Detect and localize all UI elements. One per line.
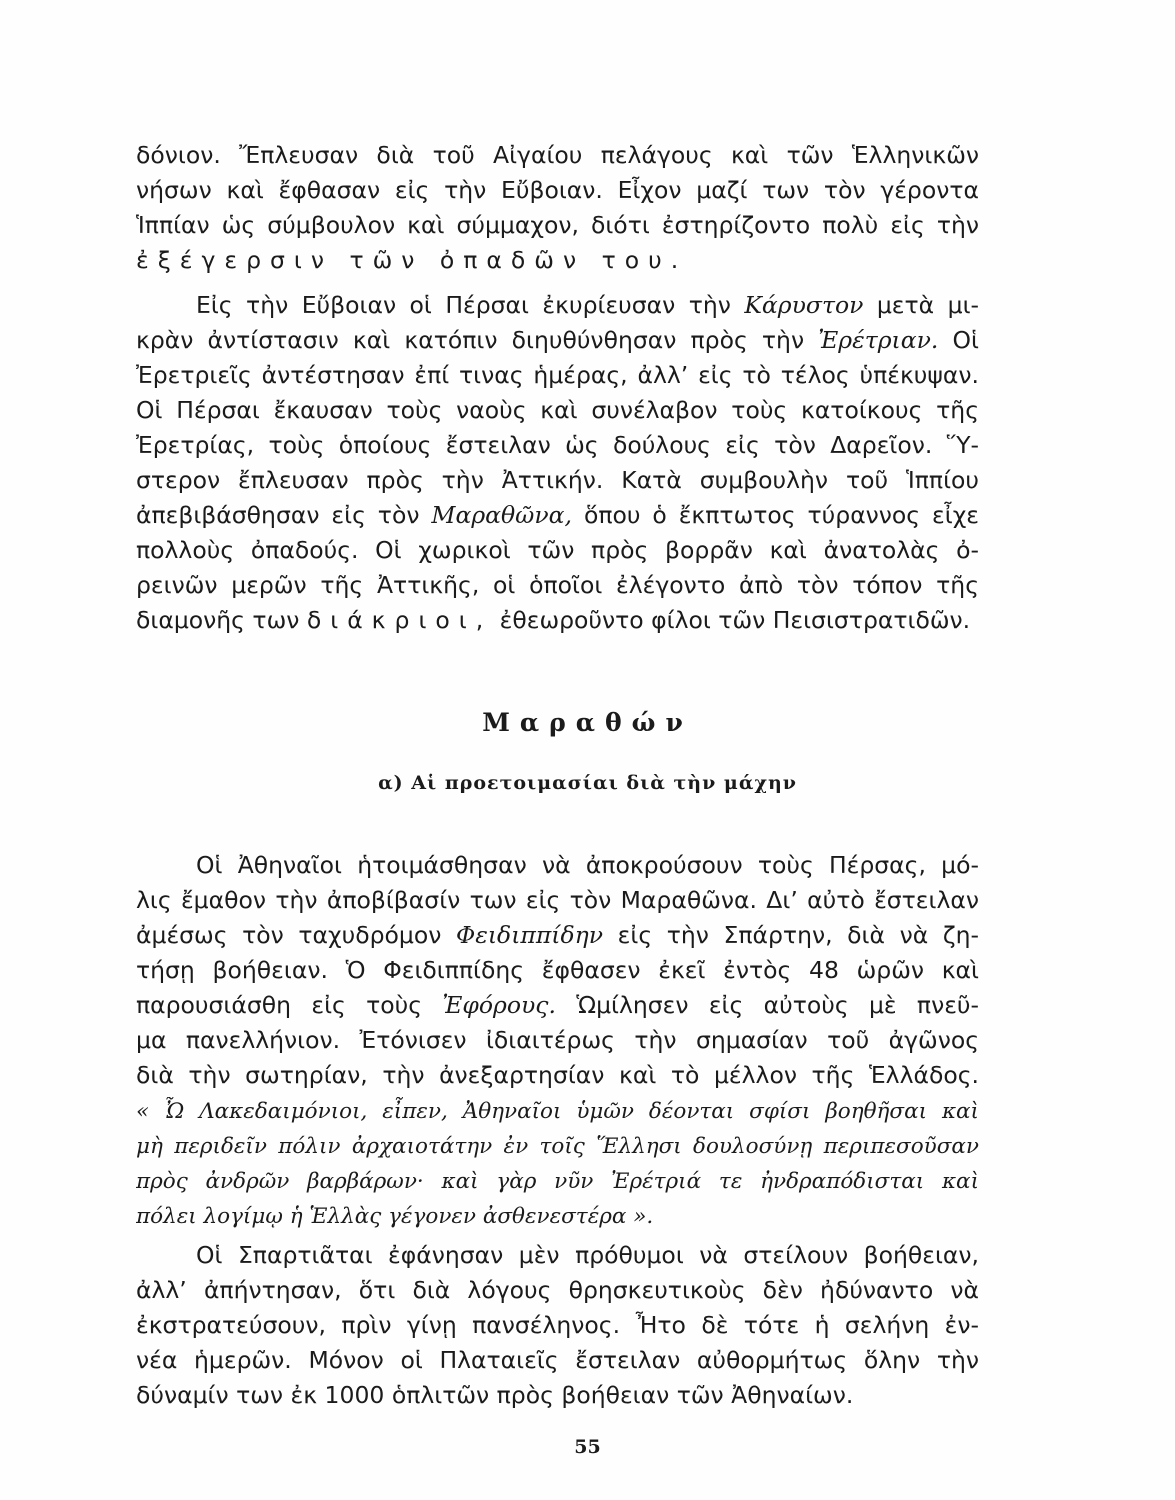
text-line: διαμονῆς των διάκριοι, ἐθεωροῦντο φίλοι τῶν Πεισιστρατιδῶν.: [136, 606, 971, 634]
person-name: Φειδιππίδην: [455, 921, 604, 949]
text-line: ἀλλ’ ἀπήντησαν, ὅτι διὰ λόγους θρησκευτικοὺς δὲν ἠδύναντο νὰ: [136, 1276, 979, 1304]
emphasized-term: διάκριοι,: [306, 606, 493, 634]
text-line: μα πανελλήνιον. Ἐτόνισεν ἰδιαιτέρως τὴν σημασίαν τοῦ ἀγῶνος: [136, 1026, 979, 1054]
text-line: ἀμέσως τὸν ταχυδρόμον Φειδιππίδην εἰς τὴν Σπάρτην, διὰ νὰ ζη-: [136, 921, 979, 949]
quote-line: πόλει λογίμῳ ἡ Ἑλλὰς γέγονεν ἀσθενεστέρα ».: [136, 1204, 654, 1229]
text-line: διὰ τὴν σωτηρίαν, τὴν ἀνεξαρτησίαν καὶ τὸ μέλλον τῆς Ἑλλάδος.: [136, 1061, 979, 1089]
text-line: νήσων καὶ ἔφθασαν εἰς τὴν Εὔβοιαν. Εἶχον μαζί των τὸν γέροντα: [136, 176, 979, 204]
text-line: δόνιον. Ἔπλευσαν διὰ τοῦ Αἰγαίου πελάγους καὶ τῶν Ἑλληνικῶν: [136, 141, 979, 169]
text-line: Ἱππίαν ὡς σύμβουλον καὶ σύμμαχον, διότι ἐστηρίζοντο πολὺ εἰς τὴν: [136, 211, 979, 239]
place-name: Κάρυστον: [744, 291, 864, 319]
quote-line: πρὸς ἀνδρῶν βαρβάρων· καὶ γὰρ νῦν Ἐρέτριά τε ἠνδραπόδισται καὶ: [136, 1169, 979, 1194]
text-line: Οἱ Ἀθηναῖοι ἡτοιμάσθησαν νὰ ἀποκρούσουν τοὺς Πέρσας, μό-: [196, 851, 979, 879]
text-line: Ἐρετρίας, τοὺς ὁποίους ἔστειλαν ὡς δούλους εἰς τὸν Δαρεῖον. Ὕ-: [136, 431, 979, 459]
section-title: Μαραθών: [482, 708, 693, 737]
text-line: ἐκστρατεύσουν, πρὶν γίνῃ πανσέληνος. Ἦτο δὲ τότε ἡ σελήνη ἐν-: [136, 1311, 979, 1339]
text-line: λις ἔμαθον τὴν ἀποβίβασίν των εἰς τὸν Μαραθῶνα. Δι’ αὐτὸ ἔστειλαν: [136, 886, 979, 914]
text-line: Οἱ Πέρσαι ἔκαυσαν τοὺς ναοὺς καὶ συνέλαβον τοὺς κατοίκους τῆς: [136, 396, 979, 424]
place-name: Ἐρέτριαν.: [818, 326, 939, 354]
quote-line: « Ὦ Λακεδαιμόνιοι, εἶπεν, Ἀθηναῖοι ὑμῶν δέονται σφίσι βοηθῆσαι καὶ: [136, 1099, 979, 1124]
quote-line: μὴ περιδεῖν πόλιν ἀρχαιοτάτην ἐν τοῖς Ἕλλησι δουλοσύνῃ περιπεσοῦσαν: [136, 1134, 979, 1159]
text-line: ρεινῶν μερῶν τῆς Ἀττικῆς, οἱ ὁποῖοι ἐλέγοντο ἀπὸ τὸν τόπον τῆς: [136, 571, 979, 599]
text-line: Οἱ Σπαρτιᾶται ἐφάνησαν μὲν πρόθυμοι νὰ στείλουν βοήθειαν,: [196, 1241, 979, 1269]
text-line: ἐξέγερσιν τῶν ὀπαδῶν του.: [136, 246, 688, 274]
text-line: ἀπεβιβάσθησαν εἰς τὸν Μαραθῶνα, ὅπου ὁ ἔκπτωτος τύραννος εἶχε: [136, 501, 979, 529]
text-line: Ἐρετριεῖς ἀντέστησαν ἐπί τινας ἡμέρας, ἀλλ’ εἰς τὸ τέλος ὑπέκυψαν.: [136, 361, 979, 389]
text-line: Εἰς τὴν Εὔβοιαν οἱ Πέρσαι ἐκυρίευσαν τὴν Κάρυστον μετὰ μι-: [196, 291, 979, 319]
text-line: στερον ἔπλευσαν πρὸς τὴν Ἀττικήν. Κατὰ συμβουλὴν τοῦ Ἱππίου: [136, 466, 979, 494]
text-line: κρὰν ἀντίστασιν καὶ κατόπιν διηυθύνθησαν πρὸς τὴν Ἐρέτριαν. Οἱ: [136, 326, 979, 354]
section-subtitle: α) Αἱ προετοιμασίαι διὰ τὴν μάχην: [378, 772, 797, 794]
text-line: παρουσιάσθη εἰς τοὺς Ἐφόρους. Ὡμίλησεν εἰς αὐτοὺς μὲ πνεῦ-: [136, 991, 979, 1019]
text-line: τήσῃ βοήθειαν. Ὁ Φειδιππίδης ἔφθασεν ἐκεῖ ἐντὸς 48 ὡρῶν καὶ: [136, 956, 979, 984]
text-line: πολλοὺς ὀπαδούς. Οἱ χωρικοὶ τῶν πρὸς βορρᾶν καὶ ἀνατολὰς ὀ-: [136, 536, 979, 564]
title-name: Ἐφόρους.: [442, 991, 556, 1019]
place-name: Μαραθῶνα,: [431, 501, 572, 529]
page-number: 55: [574, 1436, 601, 1458]
text-line: δύναμίν των ἐκ 1000 ὁπλιτῶν πρὸς βοήθειαν τῶν Ἀθηναίων.: [136, 1381, 854, 1409]
text-line: νέα ἡμερῶν. Μόνον οἱ Πλαταιεῖς ἔστειλαν αὐθορμήτως ὅλην τὴν: [136, 1346, 979, 1374]
